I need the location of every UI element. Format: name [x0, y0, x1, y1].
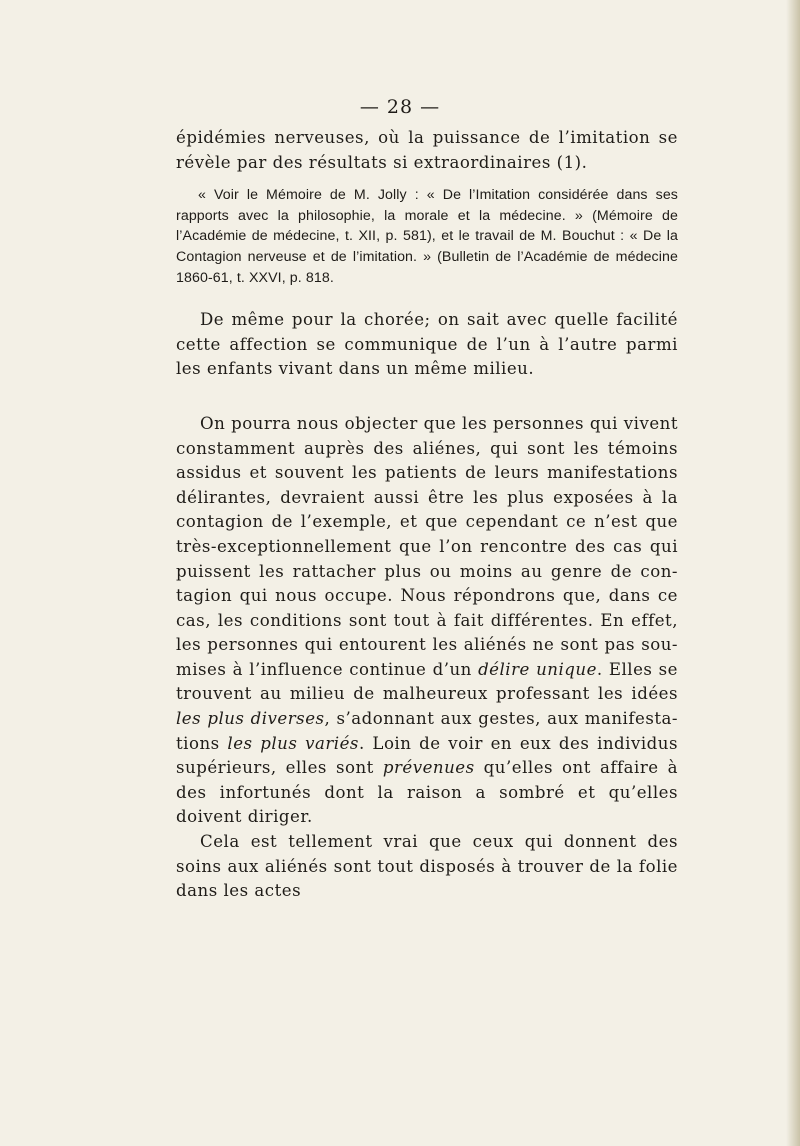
italic-run: prévenues [382, 758, 475, 778]
page-edge-shadow [786, 0, 800, 1146]
text-column [176, 126, 678, 904]
text-run: . Loin de voir en eux des individus supérieurs, elles sont [176, 733, 678, 778]
text-run: , s’adonnant aux gestes, aux manifesta-tions [176, 709, 679, 753]
italic-run: les plus variés [227, 733, 359, 753]
italic-run: délire unique [478, 659, 597, 679]
italic-run: les plus diverses [176, 709, 325, 729]
text-run: . Elles se trouvent au milieu de malheureux professant les idées [176, 659, 678, 704]
paragraph-objection [176, 412, 678, 830]
text-run: On pourra nous objecter que les personnes qui vivent constamment auprès des aliénes, qui sont les témoins assidus et souvent les patients de leurs manifestations délirantes, devraient aussi être les plus exposées à la contagion de l’exemple, et que cependant ce n’est que très-exceptionnellement que l’on rencontre des cas qui puissent les rattacher plus ou moins au genre de con-tagion qui nous occupe. Nous répondrons que, dans ce cas, les conditions sont tout à fait différentes. En effet, les personnes qui entourent les aliénés ne sont pas sou-mises à l’influence continue d’un [176, 413, 678, 679]
page-number: — 28 — [359, 96, 441, 118]
paragraph-conclusion: Cela est tellement vrai que ceux qui donnent des soins aux aliénés sont tout disposés à trouver de la folie dans les actes [176, 832, 678, 901]
text-run: qu’elles ont affaire à des infortunés dont la raison a sombré et qu’elles doivent diriger. [176, 758, 678, 827]
paragraph-choree: De même pour la chorée; on sait avec quelle facilité cette affection se communique de l’un à l’autre parmi les enfants vivant dans un même milieu. [176, 310, 678, 379]
paragraph-continuation: épidémies nerveuses, où la puissance de l’imitation se révèle par des résultats si extraordinaires (1). [176, 128, 678, 172]
footnote: « Voir le Mémoire de M. Jolly : « De l’Imitation considérée dans ses rapports avec la philosophie, la morale et la médecine. » (Mémoire de l’Académie de médecine, t. XII, p. 581), et le travail de M. Bouchut : « De la Contagion nerveuse et de l’imitation. » (Bulletin de l’Académie de médecine 1860-61, t. XXVI, p. 818. [176, 187, 678, 286]
paragraph-gap [176, 382, 678, 412]
